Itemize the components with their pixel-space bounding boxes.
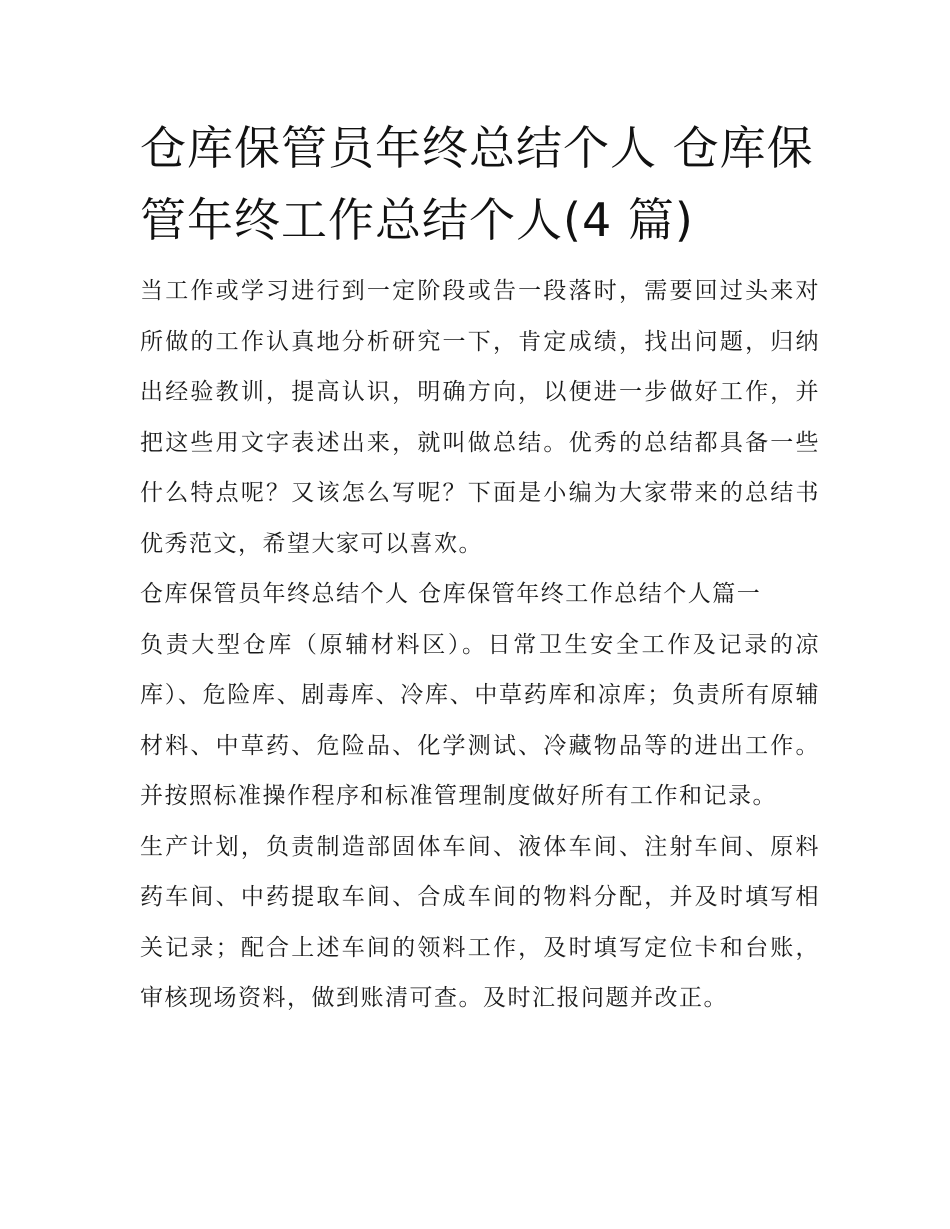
document-title: 仓库保管员年终总结个人 仓库保管年终工作总结个人(4 篇): [140, 121, 814, 247]
paragraph-warehouse-duties: 负责大型仓库（原辅材料区）。日常卫生安全工作及记录的凉库）、危险库、剧毒库、冷库、中草药库和凉库；负责所有原辅材料、中草药、危险品、化学测试、冷藏物品等的进出工作。并按照标准操作程序和标准管理制度做好所有工作和记录。: [140, 631, 820, 809]
paragraph-production-plan: 生产计划，负责制造部固体车间、液体车间、注射车间、原料药车间、中药提取车间、合成车间的物料分配，并及时填写相关记录；配合上述车间的领料工作，及时填写定位卡和台账，审核现场资料，做到账清可查。及时汇报问题并改正。: [140, 833, 820, 1011]
document-body: [140, 112, 820, 1024]
section-heading: 仓库保管员年终总结个人 仓库保管年终工作总结个人篇一: [140, 581, 762, 607]
paragraph-intro: 当工作或学习进行到一定阶段或告一段落时，需要回过头来对所做的工作认真地分析研究一下，肯定成绩，找出问题，归纳出经验教训，提高认识，明确方向，以便进一步做好工作，并把这些用文字表述出来，就叫做总结。优秀的总结都具备一些什么特点呢？又该怎么写呢？下面是小编为大家带来的总结书优秀范文，希望大家可以喜欢。: [140, 278, 820, 557]
